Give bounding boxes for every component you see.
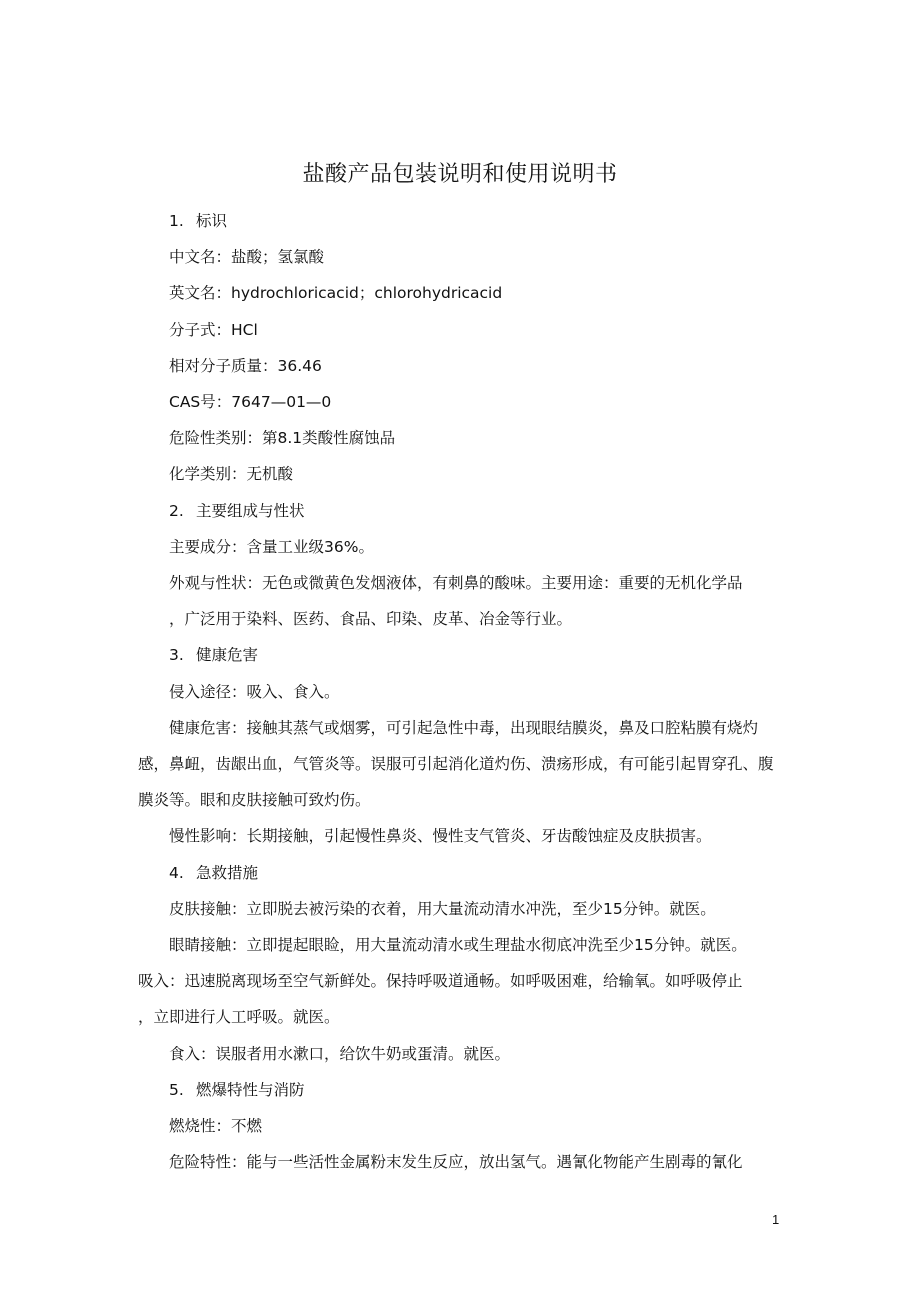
exposure-route: 侵入途径：吸入、食入。 [169, 682, 340, 701]
cas-number: CAS号：7647—01—0 [169, 393, 332, 412]
section-number: 3. [169, 646, 184, 665]
section-number: 4. [169, 863, 184, 882]
molecular-weight: 相对分子质量：36.46 [169, 356, 322, 375]
hazard-characteristics: 危险特性：能与一些活性金属粉末发生反应，放出氢气。遇氰化物能产生剧毒的氰化 [169, 1153, 743, 1172]
document-body [138, 203, 782, 1180]
section-title: 主要组成与性状 [196, 501, 305, 520]
ingestion: 食入：误服者用水漱口，给饮牛奶或蛋清。就医。 [169, 1044, 511, 1063]
section-title: 急救措施 [196, 863, 259, 882]
appearance-line-1: 外观与性状：无色或微黄色发烟液体，有刺鼻的酸味。主要用途：重要的无机化学品 [169, 574, 743, 593]
english-name: 英文名：hydrochloricacid；chlorohydricacid [169, 284, 503, 303]
section-number: 1. [169, 212, 184, 230]
hazard-class: 危险性类别：第8.1类酸性腐蚀品 [169, 429, 396, 448]
skin-contact: 皮肤接触：立即脱去被污染的衣着，用大量流动清水冲洗，至少15分钟。就医。 [169, 899, 716, 918]
health-hazard [138, 710, 782, 819]
section-title: 标识 [196, 212, 228, 230]
health-hazard-text: 健康危害：接触其蒸气或烟雾，可引起急性中毒，出现眼结膜炎，鼻及口腔粘膜有烧灼感，鼻衄，齿龈出血，气管炎等。误服可引起消化道灼伤、溃疡形成，有可能引起胃穿孔、腹膜炎等。眼和皮肤接触可致灼伤。 [138, 718, 774, 810]
appearance-line-2: ，广泛用于染料、医药、食品、印染、皮革、冶金等行业。 [169, 610, 573, 629]
flammability: 燃烧性：不燃 [169, 1117, 263, 1136]
section-heading-5 [138, 1072, 782, 1108]
inhalation-line-1: 吸入：迅速脱离现场至空气新鲜处。保持呼吸道通畅。如呼吸困难，给输氧。如呼吸停止 [138, 972, 743, 991]
document-title: 盐酸产品包装说明和使用说明书 [302, 162, 618, 187]
molecular-formula: 分子式：HCl [169, 320, 258, 339]
section-heading-2 [138, 493, 782, 529]
chinese-name: 中文名：盐酸；氢氯酸 [169, 248, 325, 267]
eye-contact: 眼睛接触：立即提起眼睑，用大量流动清水或生理盐水彻底冲洗至少15分钟。就医。 [169, 936, 747, 955]
section-title: 燃爆特性与消防 [196, 1080, 305, 1099]
chronic-effect: 慢性影响：长期接触，引起慢性鼻炎、慢性支气管炎、牙齿酸蚀症及皮肤损害。 [169, 827, 712, 846]
inhalation-line-2: ，立即进行人工呼吸。就医。 [138, 1008, 340, 1027]
chemical-class: 化学类别：无机酸 [169, 465, 294, 484]
section-heading-4 [138, 855, 782, 891]
section-number: 5. [169, 1080, 184, 1099]
section-heading-1 [138, 203, 782, 239]
composition: 主要成分：含量工业级36%。 [169, 537, 374, 556]
page-number: 1 [772, 1212, 780, 1227]
section-heading-3 [138, 637, 782, 673]
section-title: 健康危害 [196, 646, 259, 665]
section-number: 2. [169, 501, 184, 520]
